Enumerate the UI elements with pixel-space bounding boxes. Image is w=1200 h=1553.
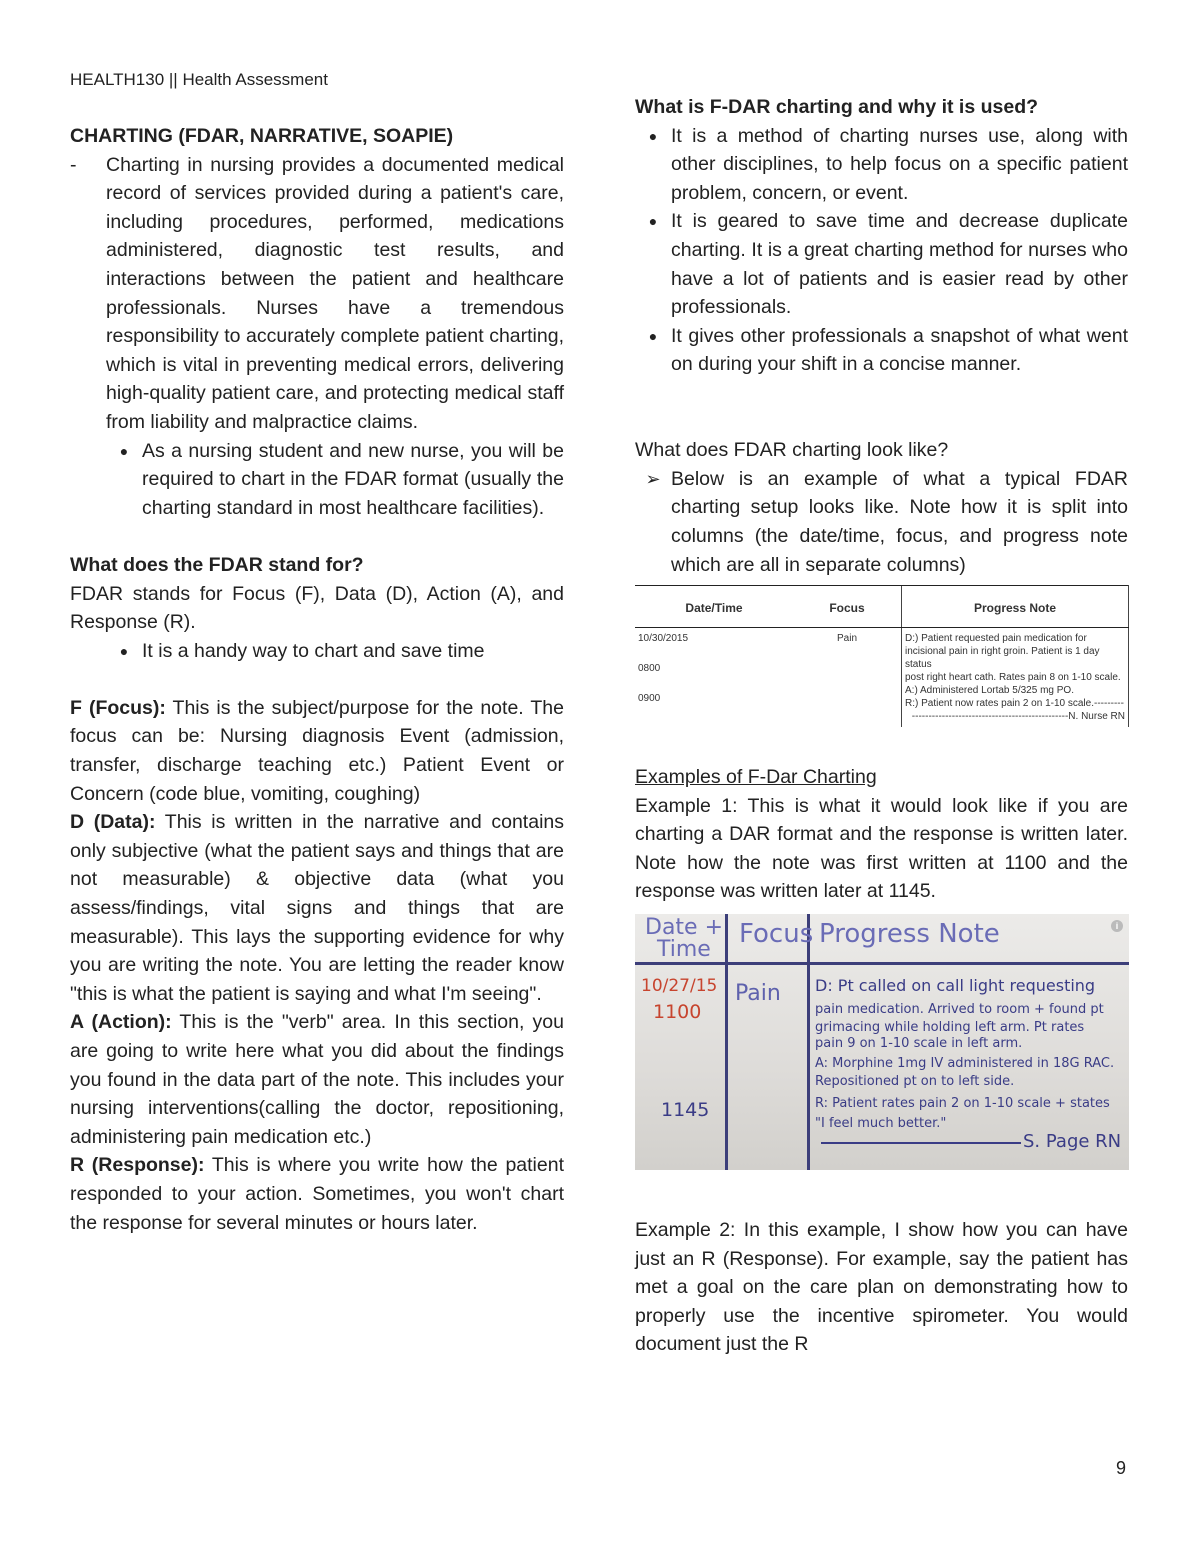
look-heading: What does FDAR charting look like? [635, 439, 949, 462]
why-bullet [635, 207, 1128, 321]
stand-bullet-text: It is a handy way to chart and save time [142, 639, 485, 662]
intro-item [70, 151, 564, 437]
fdar-stand-text: FDAR stands for Focus (F), Data (D), Action (A), and Response (R). [70, 582, 564, 634]
data-text: This is written in the narrative and contains only subjective (what the patient says and things that are not measurable) & objective data (what you assess/findings, vital signs and things that are measurable). This lays the supporting evidence for why you are writing the note. You are letting the reader know "this is what the patient is saying and what I'm seeing". [70, 811, 564, 1005]
whiteboard-photo [635, 914, 1129, 1170]
board-line: "I feel much better." [815, 1116, 947, 1132]
data-definition [70, 808, 564, 1008]
bullet-icon: ● [119, 642, 129, 659]
fdar-example-table [635, 585, 1129, 727]
why-bullet-text: It is geared to save time and decrease duplicate charting. It is a great charting method for nurses who have a lot of patients and is easier read by other professionals. [671, 210, 1128, 319]
page-number: 9 [1116, 1458, 1127, 1478]
example2-text: Example 2: In this example, I show how you can have just an R (Response). For example, say the patient has met a goal on the care plan on demonstrating how to properly use the incentive spirometer. You would document just the R [635, 1219, 1128, 1356]
board-header-note: Progress Note [819, 919, 1000, 950]
board-date: 10/27/15 [641, 976, 718, 997]
action-text: This is the "verb" area. In this section, you are going to write here what you did about the findings you found in the data part of the note. This includes your nursing interventions(calling the doctor, repositioning, administering pain medication etc.) [70, 1011, 564, 1148]
why-bullet [635, 122, 1128, 208]
table-header: Date/Time [635, 586, 793, 628]
bullet-icon: ● [648, 127, 658, 144]
section-title: CHARTING (FDAR, NARRATIVE, SOAPIE) [70, 125, 454, 147]
look-bullet [635, 465, 1128, 579]
why-bullet [635, 322, 1128, 379]
fdar-stand-heading: What does the FDAR stand for? [70, 553, 364, 576]
board-time: 1145 [661, 1099, 710, 1122]
note-line: -----------------------------------------------N. Nurse RN [911, 711, 1125, 723]
board-header-time: Time [657, 937, 711, 963]
focus-text: This is the subject/purpose for the note. The focus can be: Nursing diagnosis Event (admission, transfer, discharge teaching etc.) Patient Event or Concern (code blue, vomiting, coughing) [70, 696, 564, 805]
board-line: pain medication. Arrived to room + found pt [815, 1002, 1104, 1018]
board-time: 1100 [653, 1001, 702, 1024]
board-header-focus: Focus [739, 919, 814, 950]
table-datetime-cell [635, 628, 793, 728]
action-definition [70, 1008, 564, 1151]
board-signature: S. Page RN [1023, 1131, 1122, 1153]
note-line: D:) Patient requested pain medication for [905, 633, 1087, 645]
board-line: grimacing while holding left arm. Pt rates [815, 1020, 1085, 1036]
left-column [70, 122, 564, 1237]
look-text: Below is an example of what a typical FDAR charting setup looks like. Note how it is split into columns (the date/time, focus, and progress note which are all in separate columns) [671, 467, 1128, 576]
focus-label: F (Focus): [70, 696, 166, 719]
response-text: This is where you write how the patient responded to your action. Sometimes, you won't chart the response for several minutes or hours later. [70, 1154, 564, 1234]
board-line: Repositioned pt on to left side. [815, 1074, 1015, 1090]
board-line: D: Pt called on call light requesting [815, 976, 1096, 996]
table-note-cell [902, 628, 1129, 728]
course-header: HEALTH130 || Health Assessment [70, 70, 328, 89]
data-label: D (Data): [70, 811, 156, 834]
table-date: 10/30/2015 [638, 633, 689, 645]
intro-paragraph: Charting in nursing provides a documented medical record of services provided during a patient's care, including procedures, performed, medications administered, diagnostic test results, and interactions between the patient and healthcare professionals. Nurses have a tremendous responsibility to accurately complete patient charting, which is vital in preventing medical errors, delivering high-quality patient care, and protecting medical staff from liability and malpractice claims. [106, 153, 564, 433]
board-header-date: Date + [645, 915, 724, 941]
board-line: pain 9 on 1-10 scale in left arm. [815, 1036, 1023, 1052]
example1-text: Example 1: This is what it would look like if you are charting a DAR format and the response is written later. Note how the note was first written at 1100 and the response was written later at 1145. [635, 794, 1128, 903]
response-label: R (Response): [70, 1154, 205, 1177]
bullet-icon: ● [648, 213, 658, 230]
response-definition [70, 1151, 564, 1237]
why-bullet-text: It is a method of charting nurses use, along with other disciplines, to help focus on a specific patient problem, concern, or event. [671, 124, 1128, 204]
bullet-icon: ● [648, 327, 658, 344]
why-bullet-text: It gives other professionals a snapshot of what went on during your shift in a concise manner. [671, 324, 1128, 376]
board-line: R: Patient rates pain 2 on 1-10 scale + states [815, 1096, 1110, 1112]
arrow-icon: ➢ [645, 468, 661, 489]
table-header: Focus [793, 586, 902, 628]
board-focus: Pain [735, 981, 781, 1007]
table-time: 0900 [638, 693, 661, 705]
stand-bullet [70, 637, 564, 666]
intro-bullet-text: As a nursing student and new nurse, you will be required to chart in the FDAR format (usually the charting standard in most healthcare facilities). [142, 439, 564, 519]
bullet-icon: ● [119, 442, 129, 459]
why-heading: What is F-DAR charting and why it is used? [635, 96, 1039, 118]
note-line: R:) Patient now rates pain 2 on 1-10 scale.--------- [905, 698, 1124, 710]
note-line: incisional pain in right groin. Patient is 1 day status [905, 646, 1100, 671]
action-label: A (Action): [70, 1011, 172, 1034]
board-line: A: Morphine 1mg IV administered in 18G RAC. [815, 1056, 1115, 1072]
right-column [635, 93, 1128, 1359]
info-icon: i [1111, 920, 1123, 932]
intro-bullet [106, 437, 564, 523]
table-focus-cell: Pain [836, 633, 857, 645]
note-line: A:) Administered Lortab 5/325 mg PO. [905, 685, 1074, 697]
examples-heading: Examples of F-Dar Charting [635, 766, 877, 789]
focus-definition [70, 694, 564, 808]
dash-marker: - [70, 153, 77, 176]
table-time: 0800 [638, 663, 661, 675]
table-header: Progress Note [902, 586, 1129, 628]
note-line: post right heart cath. Rates pain 8 on 1-10 scale. [905, 672, 1121, 684]
